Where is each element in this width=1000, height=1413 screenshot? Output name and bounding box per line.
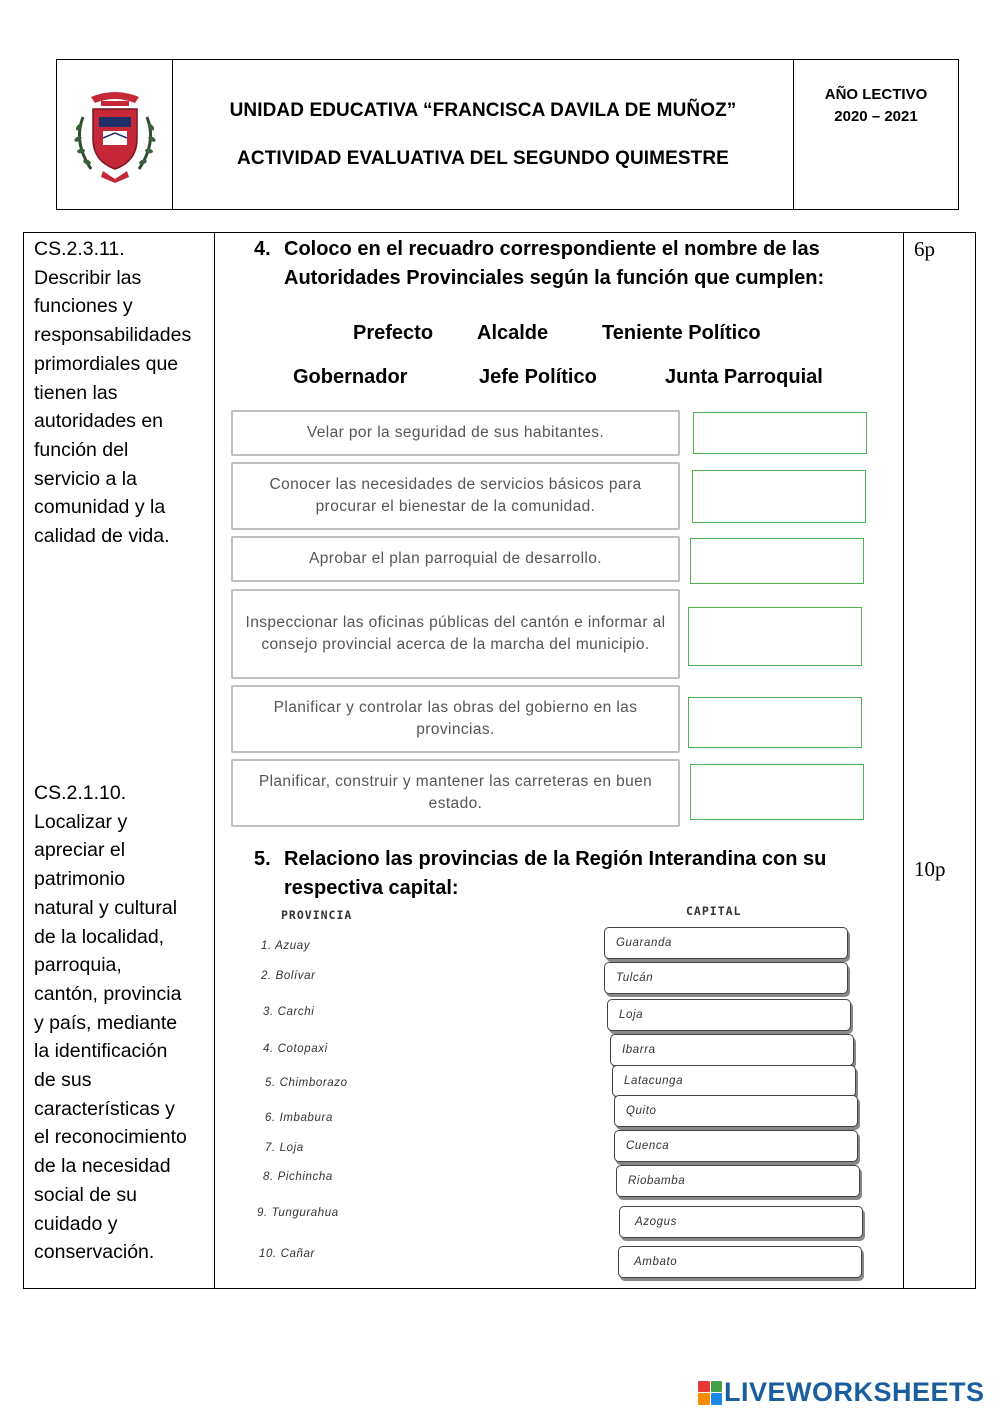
- criterion-line: responsabilidades: [34, 324, 192, 347]
- answer-input-5[interactable]: [688, 697, 862, 748]
- criterion-line: de la necesidad: [34, 1155, 171, 1178]
- q4-line2: Autoridades Provinciales según la función que cumplen:: [284, 267, 825, 289]
- criterion-1: [34, 235, 206, 551]
- province-item: 1. Azuay: [261, 940, 311, 952]
- column-divider: [214, 233, 215, 1288]
- province-item: 3. Carchi: [263, 1006, 315, 1018]
- school-year-cell: [794, 60, 958, 209]
- criterion-line: autoridades en: [34, 410, 164, 433]
- answer-input-2[interactable]: [692, 470, 866, 523]
- header-table: [56, 59, 959, 210]
- column-divider: [903, 233, 904, 1288]
- capital-header: CAPITAL: [686, 904, 742, 918]
- q5-line2: respectiva capital:: [284, 877, 459, 899]
- criterion-line: cuidado y: [34, 1212, 118, 1235]
- q4-number: 4.: [254, 238, 271, 260]
- activity-title: ACTIVIDAD EVALUATIVA DEL SEGUNDO QUIMESTRE: [237, 147, 729, 169]
- capital-item[interactable]: Azogus: [619, 1206, 863, 1238]
- function-box: Conocer las necesidades de servicios básicos para procurar el bienestar de la comunidad.: [231, 462, 680, 530]
- province-item: 5. Chimborazo: [265, 1077, 348, 1089]
- criterion-line: la identificación: [34, 1040, 168, 1063]
- capital-item[interactable]: Cuenca: [614, 1130, 858, 1162]
- q5-number: 5.: [254, 848, 271, 870]
- criterion-line: cantón, provincia: [34, 982, 182, 1005]
- criterion-line: y país, mediante: [34, 1011, 178, 1034]
- capital-item[interactable]: Loja: [607, 999, 851, 1031]
- brand-name: LIVEWORKSHEETS: [724, 1377, 985, 1407]
- capital-item[interactable]: Ambato: [618, 1246, 862, 1278]
- province-item: 6. Imbabura: [265, 1112, 333, 1124]
- criterion-line: Localizar y: [34, 810, 128, 833]
- function-box: Planificar y controlar las obras del gobierno en las provincias.: [231, 685, 680, 753]
- option-gobernador: Gobernador: [293, 366, 408, 388]
- province-item: 4. Cotopaxi: [263, 1043, 328, 1055]
- capital-item[interactable]: Guaranda: [604, 927, 848, 959]
- function-box: Inspeccionar las oficinas públicas del cantón e informar al consejo provincial acerca de la marcha del municipio.: [231, 589, 680, 679]
- option-junta-parroquial: Junta Parroquial: [665, 366, 823, 388]
- criterion-line: conservación.: [34, 1241, 155, 1264]
- capital-item[interactable]: Quito: [614, 1095, 858, 1127]
- answer-input-6[interactable]: [690, 764, 864, 820]
- criterion-line: función del: [34, 438, 129, 461]
- criterion-line: servicio a la: [34, 467, 137, 490]
- school-year-label: AÑO LECTIVO: [824, 86, 928, 103]
- q4-line1: Coloco en el recuadro correspondiente el nombre de las: [284, 238, 820, 260]
- criterion-line: el reconocimiento: [34, 1126, 187, 1149]
- capital-item[interactable]: Latacunga: [612, 1065, 856, 1097]
- criterion-line: funciones y: [34, 295, 133, 318]
- liveworksheets-logo: [698, 1377, 985, 1408]
- province-item: 7. Loja: [265, 1142, 304, 1154]
- option-teniente-politico: Teniente Político: [602, 322, 761, 344]
- q5-line1: Relaciono las provincias de la Región Interandina con su: [284, 848, 827, 870]
- criterion-2: [34, 779, 206, 1267]
- criterion-line: tienen las: [34, 381, 118, 404]
- school-year-value: 2020 – 2021: [834, 108, 918, 125]
- function-box: Velar por la seguridad de sus habitantes.: [231, 410, 680, 456]
- liveworksheets-icon: [698, 1381, 722, 1405]
- criterion-line: características y: [34, 1097, 175, 1120]
- provincia-header: PROVINCIA: [281, 908, 353, 922]
- worksheet-table: [23, 232, 976, 1289]
- option-alcalde: Alcalde: [477, 322, 549, 344]
- function-box: Aprobar el plan parroquial de desarrollo.: [231, 536, 680, 582]
- province-item: 10. Cañar: [259, 1248, 315, 1260]
- option-jefe-politico: Jefe Político: [479, 366, 597, 388]
- criterion-line: calidad de vida.: [34, 525, 170, 548]
- criterion-line: primordiales que: [34, 352, 179, 375]
- answer-input-3[interactable]: [690, 538, 864, 584]
- criterion-line: de la localidad,: [34, 925, 165, 948]
- q5-points: 10p: [914, 857, 946, 881]
- criterion-line: parroquia,: [34, 954, 122, 977]
- criterion-line: natural y cultural: [34, 896, 178, 919]
- province-item: 8. Pichincha: [263, 1171, 333, 1183]
- answer-input-1[interactable]: [693, 412, 867, 454]
- school-crest-cell: [57, 60, 173, 209]
- capital-item[interactable]: Riobamba: [616, 1165, 860, 1197]
- option-prefecto: Prefecto: [353, 322, 434, 344]
- criterion-line: Describir las: [34, 266, 142, 289]
- province-item: 9. Tungurahua: [257, 1207, 339, 1219]
- capital-item[interactable]: Tulcán: [604, 962, 848, 994]
- school-crest-icon: [69, 87, 161, 183]
- province-item: 2. Bolívar: [261, 970, 316, 982]
- criterion-line: de sus: [34, 1069, 92, 1092]
- criterion-line: social de su: [34, 1183, 137, 1206]
- criterion-line: apreciar el: [34, 839, 126, 862]
- criterion-line: patrimonio: [34, 868, 126, 891]
- school-name: UNIDAD EDUCATIVA “FRANCISCA DAVILA DE MUÑOZ”: [229, 99, 737, 121]
- q5-prompt: [254, 845, 874, 903]
- q4-points: 6p: [914, 237, 935, 261]
- header-title-cell: [173, 60, 794, 209]
- criterion-line: comunidad y la: [34, 496, 166, 519]
- answer-input-4[interactable]: [688, 607, 862, 666]
- q4-prompt: [254, 235, 874, 293]
- criterion-code: CS.2.3.11.: [34, 238, 125, 260]
- function-box: Planificar, construir y mantener las carreteras en buen estado.: [231, 759, 680, 827]
- capital-item[interactable]: Ibarra: [610, 1034, 854, 1066]
- criterion-code: CS.2.1.10.: [34, 782, 127, 804]
